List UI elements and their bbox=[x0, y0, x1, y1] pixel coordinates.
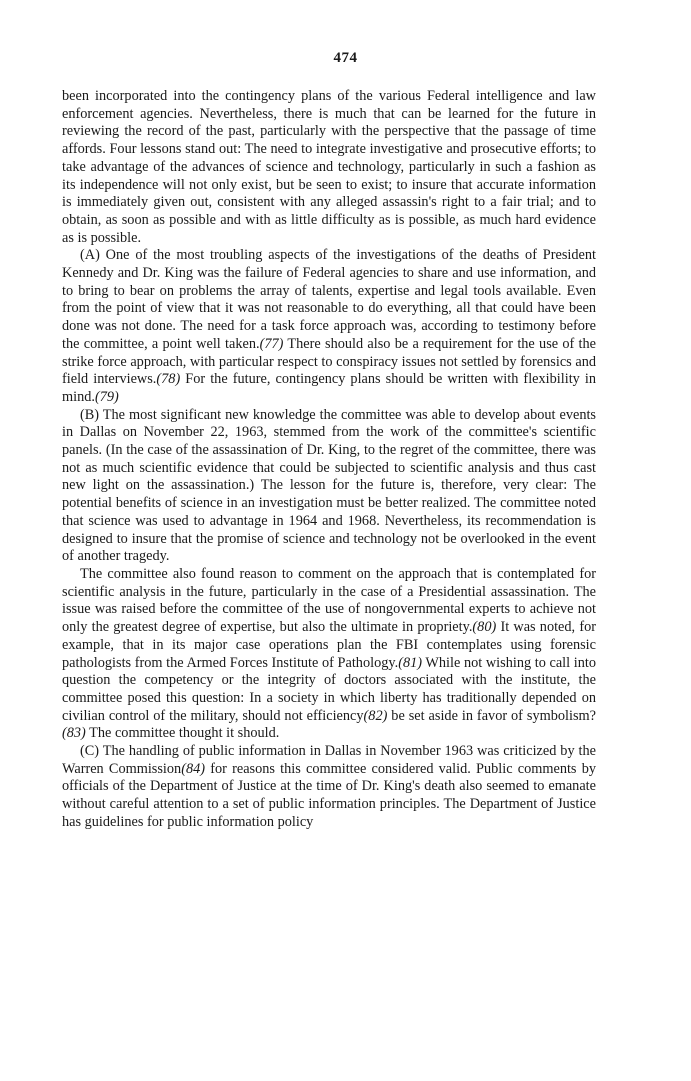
paragraph-section-a bbox=[62, 247, 596, 406]
paragraph-text: The committee thought it should. bbox=[85, 725, 280, 742]
paragraph-text: (C) The handling of public information in Dallas in November 1963 was criticized by the Warren Commission bbox=[62, 743, 596, 777]
paragraph-text: be set aside in favor of symbolism? bbox=[387, 707, 596, 724]
page-number: 474 bbox=[333, 50, 358, 66]
footnote-reference: (78) bbox=[156, 371, 181, 388]
paragraph-text: been incorporated into the contingency plans of the various Federal intelligence and law enforcement agencies. Nevertheless, there is much that can be learned for the future in reviewing the record of the past, particularly with the perspective that the passage of time affords. Four lessons stand out: The need to integrate investigative and prosecutive efforts; to take advantage of the advances of science and technology, particularly in such a fashion as its independence will not only exist, but be seen to exist; to insure that accurate information is immediately given out, consistent with any alleged assassin's right to a fair trial; and to obtain, as soon as possible and with as little difficulty as is possible, as much hard evidence as is possible. bbox=[62, 88, 596, 246]
paragraph-committee-approach bbox=[62, 566, 596, 743]
footnote-reference: (81) bbox=[398, 654, 423, 671]
footnote-reference: (77) bbox=[259, 335, 284, 352]
footnote-reference: (79) bbox=[94, 388, 119, 405]
footnote-reference: (83) bbox=[62, 725, 86, 742]
body-text bbox=[62, 88, 596, 832]
paragraph-section-b bbox=[62, 407, 596, 566]
paragraph-text: For the future, contingency plans should be written with flexibility in mind. bbox=[62, 371, 596, 405]
footnote-reference: (82) bbox=[363, 707, 388, 724]
paragraph-continuation bbox=[62, 88, 596, 247]
paragraph-text: (A) One of the most troubling aspects of the investigations of the deaths of President Kennedy and Dr. King was the failure of Federal agencies to share and use information, and to bring to bear on problems the array of talents, expertise and legal tools available. Even from the point of view that it was not reasonable to do everything, all that could have been done was not done. The need for a task force approach was, according to testimony before the committee, a point well taken. bbox=[62, 247, 596, 352]
paragraph-text: While not wishing to call into question the competency or the integrity of doctors associated with the institute, the committee posed this question: In a society in which liberty has traditionally depended on civilian control of the military, should not efficiency bbox=[62, 654, 596, 724]
paragraph-text: It was noted, for example, that in its major case operations plan the FBI contemplates using forensic pathologists from the Armed Forces Institute of Pathology. bbox=[62, 619, 596, 671]
paragraph-text: There should also be a requirement for the use of the strike force approach, with particular respect to conspiracy issues not settled by forensics and field interviews. bbox=[62, 335, 596, 388]
footnote-reference: (80) bbox=[472, 619, 497, 636]
paragraph-text: The committee also found reason to comment on the approach that is contemplated for scientific analysis in the future, particularly in the case of a Presidential assassination. The issue was raised before the committee of the use of nongovernmental experts to achieve not only the greatest degree of expertise, but also the ultimate in propriety. bbox=[62, 565, 596, 636]
footnote-reference: (84) bbox=[181, 760, 206, 777]
paragraph-section-c bbox=[62, 743, 596, 832]
paragraph-text: for reasons this committee considered valid. Public comments by officials of the Department of Justice at the time of Dr. King's death also seemed to emanate without careful attention to a set of public information principles. The Department of Justice has guidelines for public information policy bbox=[62, 760, 596, 830]
paragraph-text: (B) The most significant new knowledge the committee was able to develop about events in Dallas on November 22, 1963, stemmed from the work of the committee's scientific panels. (In the case of the assassination of Dr. King, to the regret of the committee, there was not as much scientific evidence that could be subjected to scientific analysis and thus cast new light on the assassination.) The lesson for the future is, therefore, very clear: The potential benefits of science in an investigation must be better realized. The committee noted that science was used to advantage in 1964 and 1968. Nevertheless, its recommendation is designed to insure that the promise of science and technology not be overlooked in the event of another tragedy. bbox=[62, 406, 596, 565]
